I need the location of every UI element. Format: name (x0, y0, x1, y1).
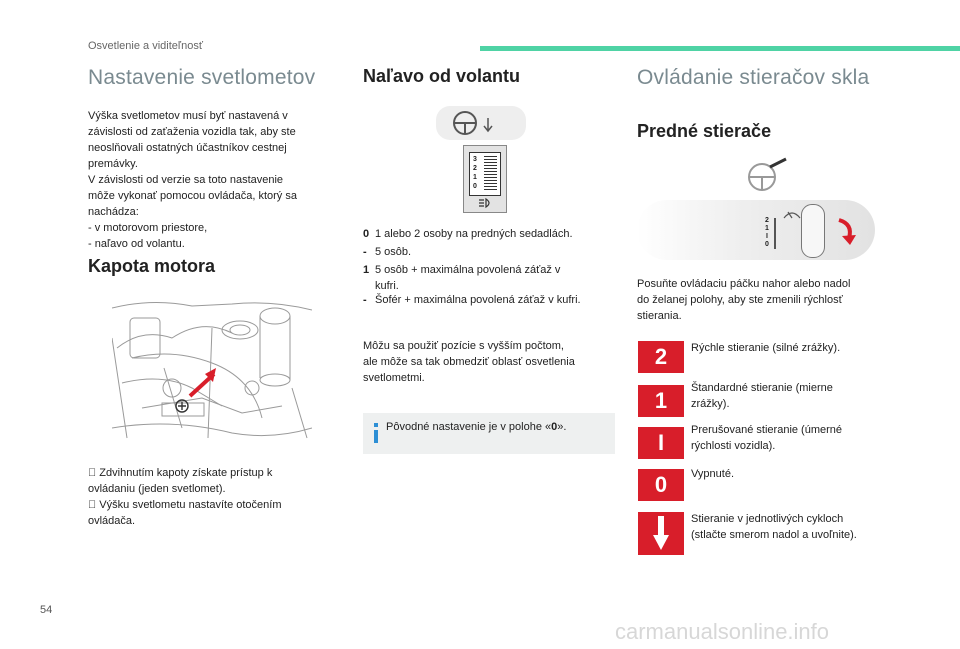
steering-wheel-icon (436, 106, 526, 140)
hood-step-line: ovládaniu (jeden svetlomet). (88, 483, 226, 495)
stalk-mark: 0 (765, 241, 769, 248)
legend-row (363, 244, 618, 260)
note-line: ale môže sa tak obmedziť oblasť osvetlenia (363, 356, 575, 368)
note-line: Môžu sa použiť pozície s vyšším počtom, (363, 340, 564, 352)
mode-desc-line: Prerušované stieranie (úmerné (691, 424, 843, 436)
mode-off-badge (638, 469, 684, 501)
stalk-move-arrow-icon (833, 218, 859, 246)
mode-symbol: 1 (654, 388, 668, 413)
legend-row (363, 292, 618, 308)
stalk-mark: 2 (765, 217, 769, 224)
mode-single-wipe-desc (691, 511, 857, 543)
mode-intermittent-desc (691, 422, 842, 454)
wipers-title: Ovládanie stieračov skla (637, 66, 870, 89)
mode-off-desc (691, 466, 734, 482)
dial-mark: 3 (473, 156, 477, 163)
mode-symbol: 0 (654, 472, 668, 497)
front-wipers-title: Predné stierače (637, 121, 772, 141)
stalk-mark: 1 (765, 225, 769, 232)
mode-desc-line: Stieranie v jednotlivých cykloch (691, 513, 844, 525)
headlamp-dial[interactable] (469, 152, 501, 196)
default-setting-info (363, 413, 615, 454)
wiper-symbol-icon (782, 210, 802, 220)
legend-row (363, 226, 618, 242)
accent-bar (480, 46, 960, 51)
engine-bay-illustration (112, 288, 312, 446)
dial-mark: 0 (473, 183, 477, 190)
legend-key: - (363, 246, 367, 258)
mode-symbol: 2 (654, 344, 668, 369)
legend-key: 0 (363, 228, 370, 240)
intro-line: premávky. (88, 158, 138, 170)
mode-desc-line: rýchlosti vozidla). (691, 440, 776, 452)
stalk-scale (774, 218, 776, 249)
intro-line: nachádza: (88, 206, 139, 218)
intro-line: môže vykonať pomocou ovládača, ktorý sa (88, 190, 297, 202)
mode-desc-line: Rýchle stieranie (silné zrážky). (691, 342, 841, 354)
mode-desc-line: Vypnuté. (691, 468, 735, 480)
steering-wheel-stalk-icon (740, 157, 788, 193)
higher-position-note (363, 338, 575, 386)
headlamp-level-icon (477, 197, 493, 209)
intro-line: Výška svetlometov musí byť nastavená v (88, 110, 288, 122)
legend-text: Šofér + maximálna povolená záťaž v kufri. (375, 294, 581, 306)
info-icon (370, 422, 382, 444)
wiper-stalk-illustration (637, 200, 875, 260)
mode-intermittent-badge (638, 427, 684, 459)
load-legend (363, 226, 618, 306)
wiper-intro-line: stierania. (637, 310, 682, 322)
legend-text: kufri. (375, 280, 399, 292)
info-prefix: Pôvodné nastavenie je v polohe « (386, 421, 552, 433)
hood-title: Kapota motora (88, 256, 216, 276)
info-value: 0 (551, 421, 558, 433)
headlamp-adjust-title: Nastavenie svetlometov (88, 66, 316, 89)
mode-desc-line: zrážky). (691, 398, 730, 410)
wiper-intro (637, 276, 850, 324)
section-label: Osvetlenie a viditeľnosť (88, 40, 203, 52)
info-suffix: ». (557, 421, 567, 433)
intro-line: závislosti od zaťaženia vozidla tak, aby ste (88, 126, 296, 138)
wiper-intro-line: do želanej polohy, aby ste zmenili rýchlosť (637, 294, 843, 306)
hood-step-line: Výšku svetlometu nastavíte otočením (88, 499, 271, 511)
page-number: 54 (40, 604, 53, 616)
legend-text: 5 osôb + maximálna povolená záťaž v (375, 264, 561, 276)
legend-text: 5 osôb. (375, 246, 412, 258)
legend-row (363, 262, 618, 294)
arrow-down-icon (652, 516, 670, 551)
hood-step-line: ovládača. (88, 515, 136, 527)
left-of-wheel-title: Naľavo od volantu (363, 66, 520, 86)
mode-normal-badge (638, 385, 684, 417)
dial-mark: 1 (473, 174, 477, 181)
mode-fast-desc (691, 340, 840, 356)
hood-steps (88, 465, 282, 529)
watermark: carmanualsonline.info (615, 619, 830, 644)
wiper-intro-line: Posuňte ovládaciu páčku nahor alebo nadol (637, 278, 851, 290)
mode-desc-line: Štandardné stieranie (mierne (691, 382, 833, 394)
dial-mark: 2 (473, 165, 477, 172)
intro-line: - v motorovom priestore, (88, 222, 208, 234)
mode-single-wipe-badge (638, 512, 684, 555)
legend-key: - (363, 294, 367, 306)
note-line: svetlometmi. (363, 372, 425, 384)
mode-normal-desc (691, 380, 833, 412)
legend-key: 1 (363, 264, 370, 276)
intro-line: neoslňovali ostatných účastníkov cestnej (88, 142, 287, 154)
dial-marks (473, 155, 477, 191)
dial-ridges (484, 156, 497, 192)
wiper-stalk[interactable] (801, 204, 825, 258)
info-text (386, 421, 566, 433)
stalk-mark: I (765, 233, 768, 240)
mode-symbol: I (657, 430, 665, 455)
intro-line: V závislosti od verzie sa toto nastavenie (88, 174, 284, 186)
legend-text: 1 alebo 2 osoby na predných sedadlách. (375, 228, 573, 240)
intro-line: - naľavo od volantu. (88, 238, 185, 250)
mode-desc-line: (stlačte smerom nadol a uvoľnite). (691, 529, 857, 541)
stalk-marks (765, 217, 769, 249)
headlamp-dial-panel (463, 145, 507, 213)
mode-fast-badge (638, 341, 684, 373)
hood-step-line: Zdvihnutím kapoty získate prístup k (88, 467, 262, 479)
headlamp-intro (88, 108, 297, 252)
